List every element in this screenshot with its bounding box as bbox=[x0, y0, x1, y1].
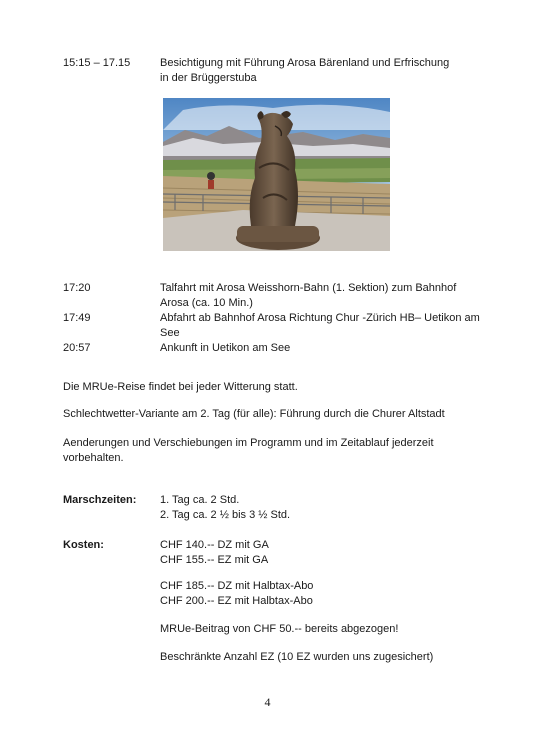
time-17-49: 17:49 bbox=[63, 312, 91, 324]
bear-photo-illustration bbox=[163, 98, 390, 251]
kosten-label: Kosten: bbox=[63, 539, 104, 551]
note-changes: Aenderungen und Verschiebungen im Programm und im Zeitablauf jederzeit bbox=[63, 437, 434, 449]
time-15-15: 15:15 – 17.15 bbox=[63, 57, 131, 69]
note-weather: Die MRUe-Reise findet bei jeder Witterung statt. bbox=[63, 381, 298, 393]
note-ez-limit: Beschränkte Anzahl EZ (10 EZ wurden uns zugesichert) bbox=[160, 651, 434, 663]
activity-abfahrt-cont: See bbox=[160, 327, 180, 339]
page-number: 4 bbox=[264, 695, 271, 709]
activity-ankunft: Ankunft in Uetikon am See bbox=[160, 342, 291, 354]
note-changes-cont: vorbehalten. bbox=[63, 452, 124, 464]
marschzeiten-day2: 2. Tag ca. 2 ½ bis 3 ½ Std. bbox=[160, 509, 291, 521]
activity-baerenland-cont: in der Brüggerstuba bbox=[160, 72, 257, 84]
time-17-20: 17:20 bbox=[63, 282, 91, 294]
note-bad-weather: Schlechtwetter-Variante am 2. Tag (für alle): Führung durch die Churer Altstadt bbox=[63, 408, 445, 420]
note-beitrag: MRUe-Beitrag von CHF 50.-- bereits abgezogen! bbox=[160, 623, 399, 635]
bear-carving-photo bbox=[163, 98, 390, 251]
activity-abfahrt: Abfahrt ab Bahnhof Arosa Richtung Chur -Zürich HB– Uetikon am bbox=[160, 312, 480, 324]
activity-baerenland: Besichtigung mit Führung Arosa Bärenland und Erfrischung bbox=[160, 57, 450, 69]
marschzeiten-label: Marschzeiten: bbox=[63, 494, 137, 506]
time-20-57: 20:57 bbox=[63, 342, 91, 354]
marschzeiten-day1: 1. Tag ca. 2 Std. bbox=[160, 494, 240, 506]
price-dz-halbtax: CHF 185.-- DZ mit Halbtax-Abo bbox=[160, 580, 314, 592]
price-dz-ga: CHF 140.-- DZ mit GA bbox=[160, 539, 269, 551]
price-ez-ga: CHF 155.-- EZ mit GA bbox=[160, 554, 269, 566]
activity-talfahrt-cont: Arosa (ca. 10 Min.) bbox=[160, 297, 253, 309]
activity-talfahrt: Talfahrt mit Arosa Weisshorn-Bahn (1. Sektion) zum Bahnhof bbox=[160, 282, 457, 294]
price-ez-halbtax: CHF 200.-- EZ mit Halbtax-Abo bbox=[160, 595, 313, 607]
